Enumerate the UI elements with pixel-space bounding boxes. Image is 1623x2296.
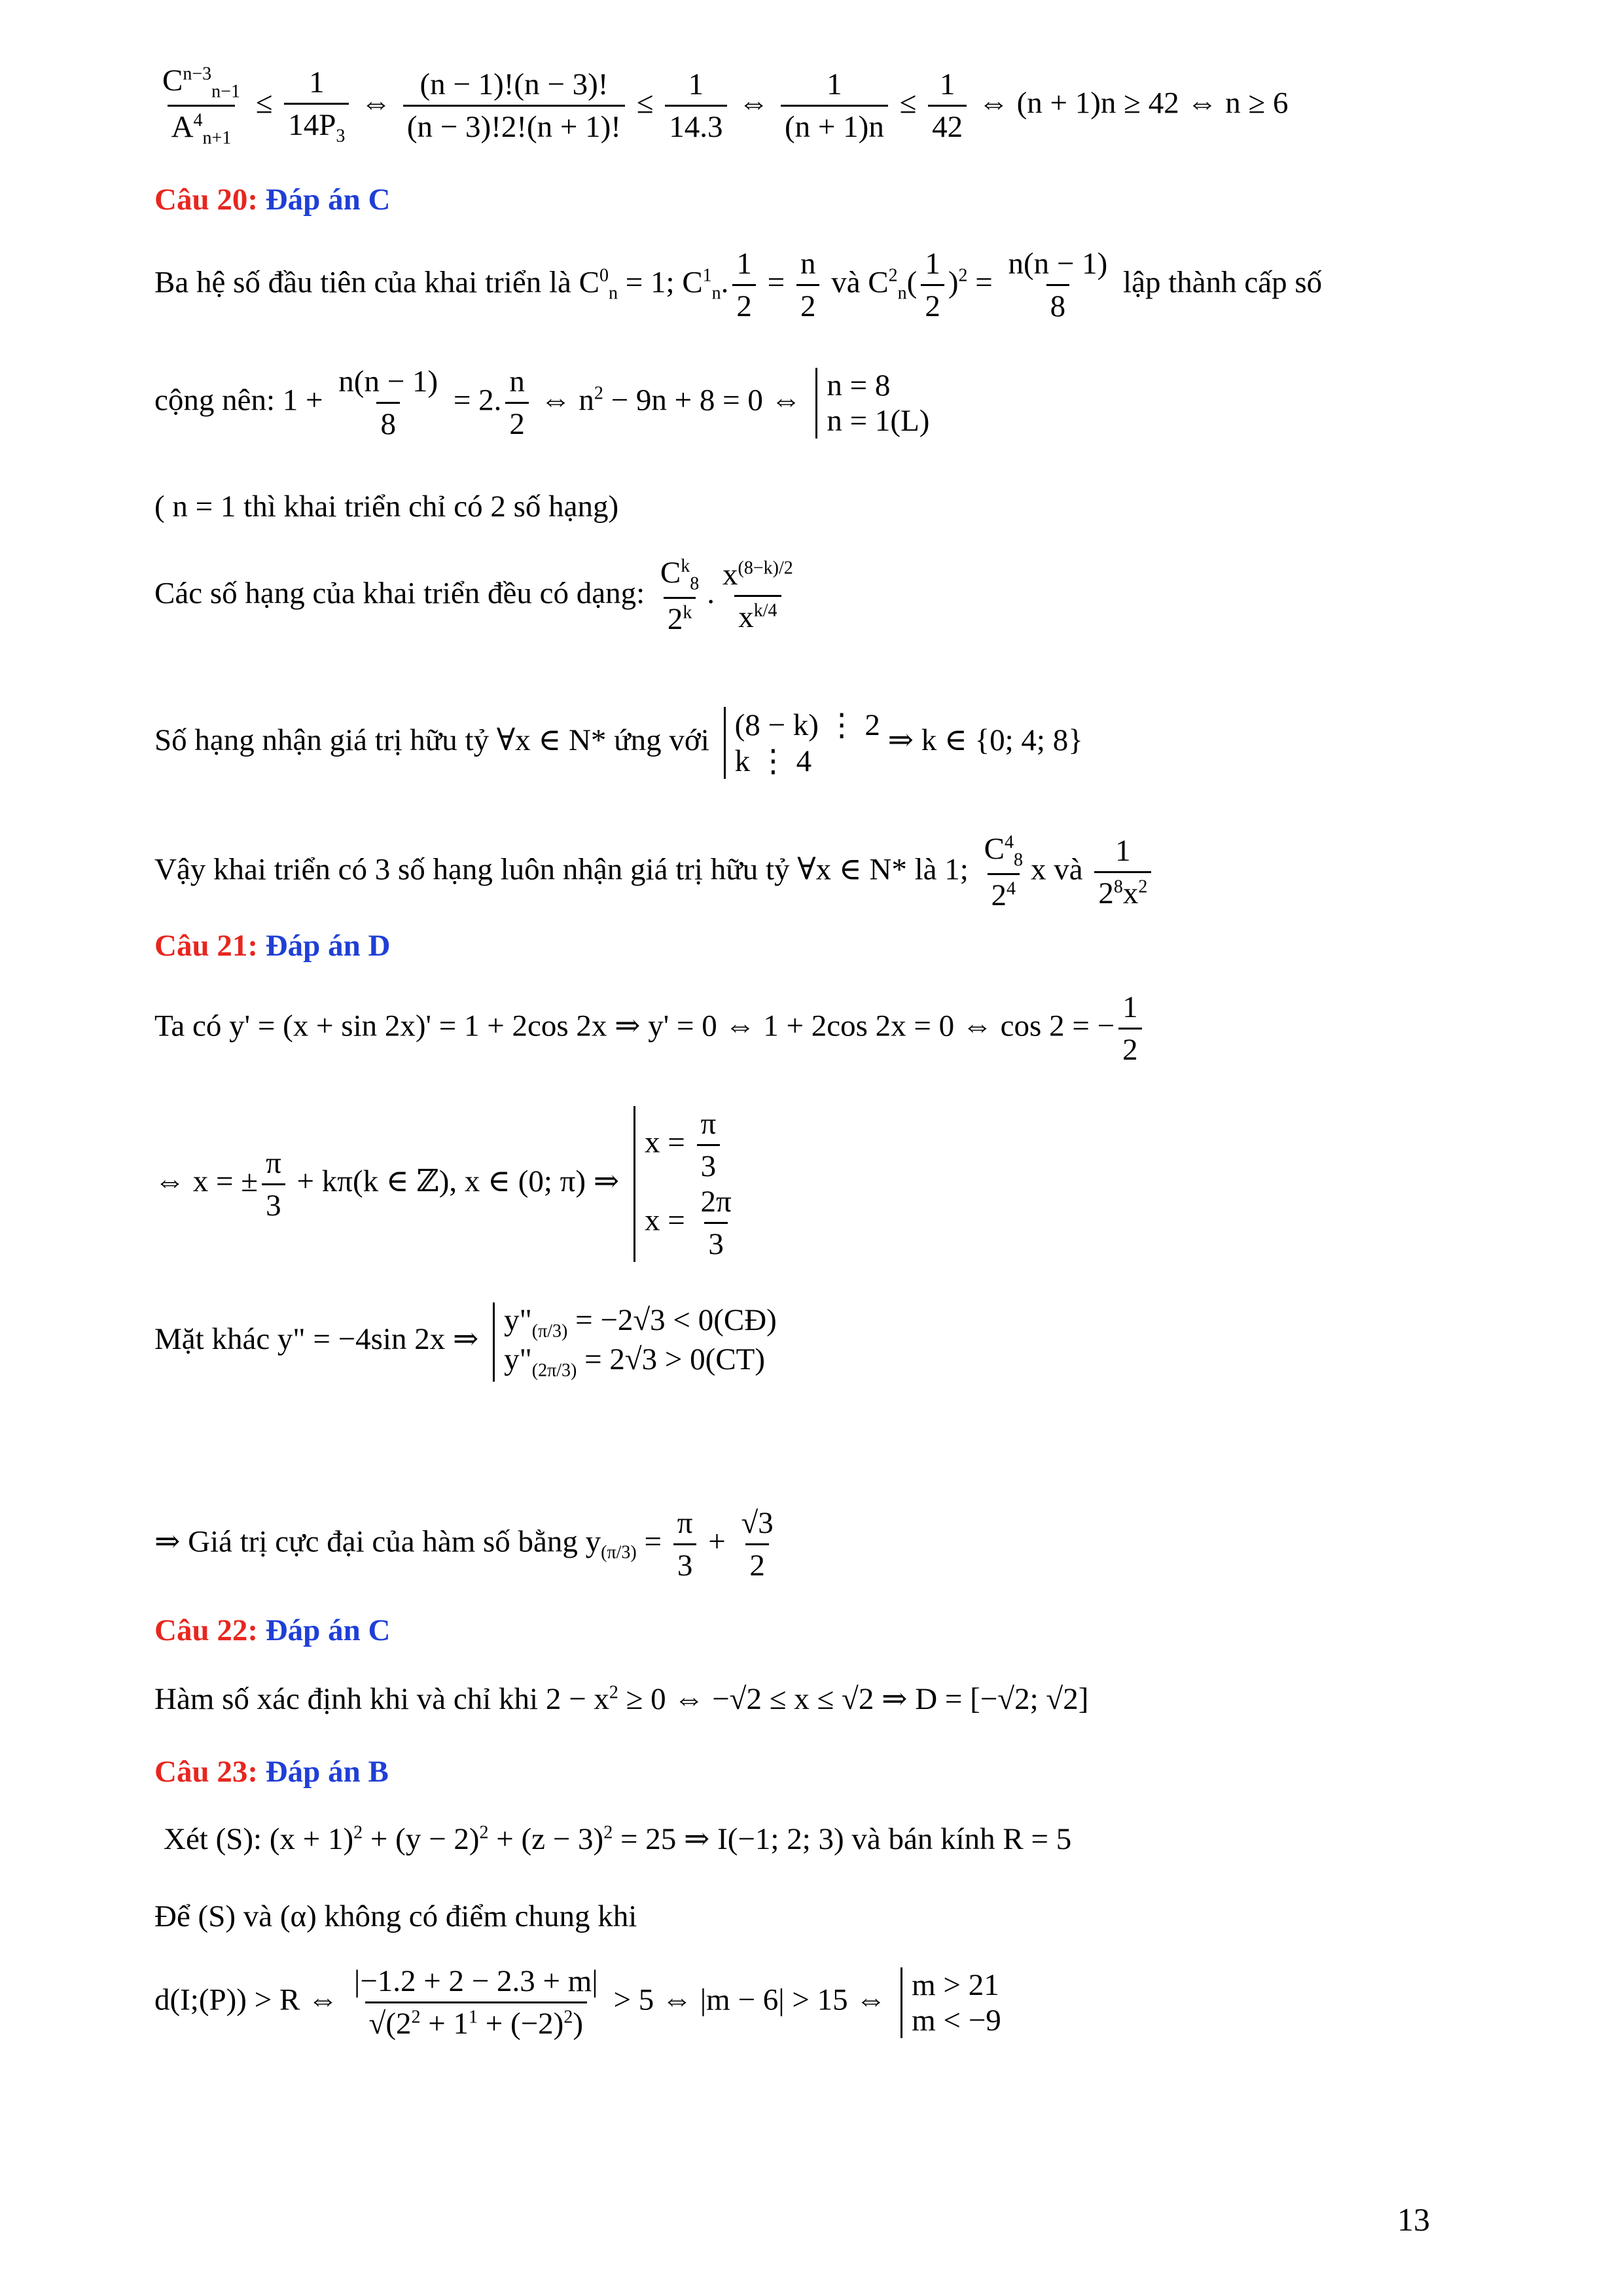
question-23-answer: Đáp án B (265, 1755, 389, 1789)
question-21-answer: Đáp án D (265, 929, 391, 963)
line-8-formula: Ta có y' = (x + sin 2x)' = 1 + 2cos 2x ⇒ y' = 0 ⇔ 1 + 2cos 2x = 0 ⇔ cos 2 = − $\frac{1}{2}$ (154, 990, 1146, 1067)
line-5-formula: Các số hạng của khai triển đều có dạng: $\frac{C^k_8}{2^k}$ . $\frac{x^{(8-k)/2}}{x^{k/4}}$ (154, 556, 793, 637)
line-15-formula: d(I;(P)) > R ⇔ $\frac{|-1.2 + 2 - 2.3 + m|}{√(2^2 + 1^1 + (-2)^2)}$ > 5 ⇔ |m − 6| > 15 ⇔ m > 21 m < −9 (154, 1964, 1001, 2041)
line-11-formula: ⇒ Giá trị cực đại của hàm số bằng $y_{(\pi/3)}$ = $\frac{\pi}{3}$ + $\frac{√3}{2}$ (154, 1506, 774, 1583)
question-20-label: Câu 20: (154, 183, 258, 217)
line-4: ( n = 1 thì khai triển chỉ có 2 số hạng) (154, 490, 619, 524)
line-7-formula: Vậy khai triển có 3 số hạng luôn nhận giá trị hữu tỷ ∀x ∈ N* là 1; $\frac{C^4_8}{2^4}$ x và $\frac{1}{2^8x^2}$ (154, 831, 1155, 913)
line-10-formula: Mặt khác y" = −4sin 2x ⇒ $y"_{(\pi/3)} = -2√3$ < 0(CĐ) $y"_{(2\pi/3)} = 2√3 > 0(CT)$ (154, 1303, 777, 1381)
line-6-formula: Số hạng nhận giá trị hữu tỷ ∀x ∈ N* ứng với (8 − k) ⋮ 2 k ⋮ 4 ⇒ k ∈ {0; 4; 8} (154, 708, 1083, 778)
question-23-heading (154, 1754, 389, 1789)
question-22-label: Câu 22: (154, 1613, 258, 1647)
line-1-formula: $\frac{C^{n-3}_{n-1}}{A^4_{n+1}}$ ≤ $\frac{1}{14P_3}$ ⇔ $\frac{(n - 1)!(n - 3)!}{(n - 3)!2!(n + 1)!}$ ≤ $\frac{1}{14.3}$ ⇔ $\frac{1}{(n + 1)n}$ ≤ $\frac{1}{42}$ ⇔ (n + 1)n ≥ 42 ⇔ n ≥ 6 (162, 63, 1289, 149)
line-12-formula: Hàm số xác định khi và chỉ khi $2 - x^2 \ge 0$ ⇔ −√2 ≤ x ≤ √2 ⇒ D = [−√2; √2] (154, 1682, 1089, 1716)
question-23-label: Câu 23: (154, 1755, 258, 1789)
line-2-formula: Ba hệ số đầu tiên của khai triển là $C^0_n = 1$; $C^1_n$. $\frac{1}{2}$ = $\frac{n}{2}$ và $C^2_n$( $\frac{1}{2}$ )$^2$ = $\frac{n(n - 1)}{8}$ lập thành cấp số (154, 247, 1323, 323)
line-3-formula: cộng nên: 1 + $\frac{n(n - 1)}{8}$ = 2. $\frac{n}{2}$ ⇔ $n^2 - 9n + 8 = 0$ ⇔ n = 8 n = 1(L) (154, 365, 930, 441)
question-22-heading (154, 1613, 390, 1648)
question-21-label: Câu 21: (154, 929, 258, 963)
line-9-formula: ⇔ x = ± $\frac{\pi}{3}$ + kπ(k ∈ ℤ), x ∈ (0; π) ⇒ x = $\frac{\pi}{3}$ x = $\frac{2\pi}{3}$ (154, 1106, 740, 1262)
line-14: Để (S) và (α) không có điểm chung khi (154, 1899, 637, 1933)
question-22-answer: Đáp án C (265, 1613, 391, 1647)
line-13-formula: Xét (S): $(x + 1)^2 + (y - 2)^2 + (z - 3)^2 = 25$ ⇒ I(−1; 2; 3) và bán kính R = 5 (164, 1822, 1072, 1856)
page-number: 13 (1397, 2201, 1430, 2238)
question-20-answer: Đáp án C (265, 183, 391, 217)
question-20-heading (154, 182, 390, 217)
question-21-heading (154, 928, 390, 963)
